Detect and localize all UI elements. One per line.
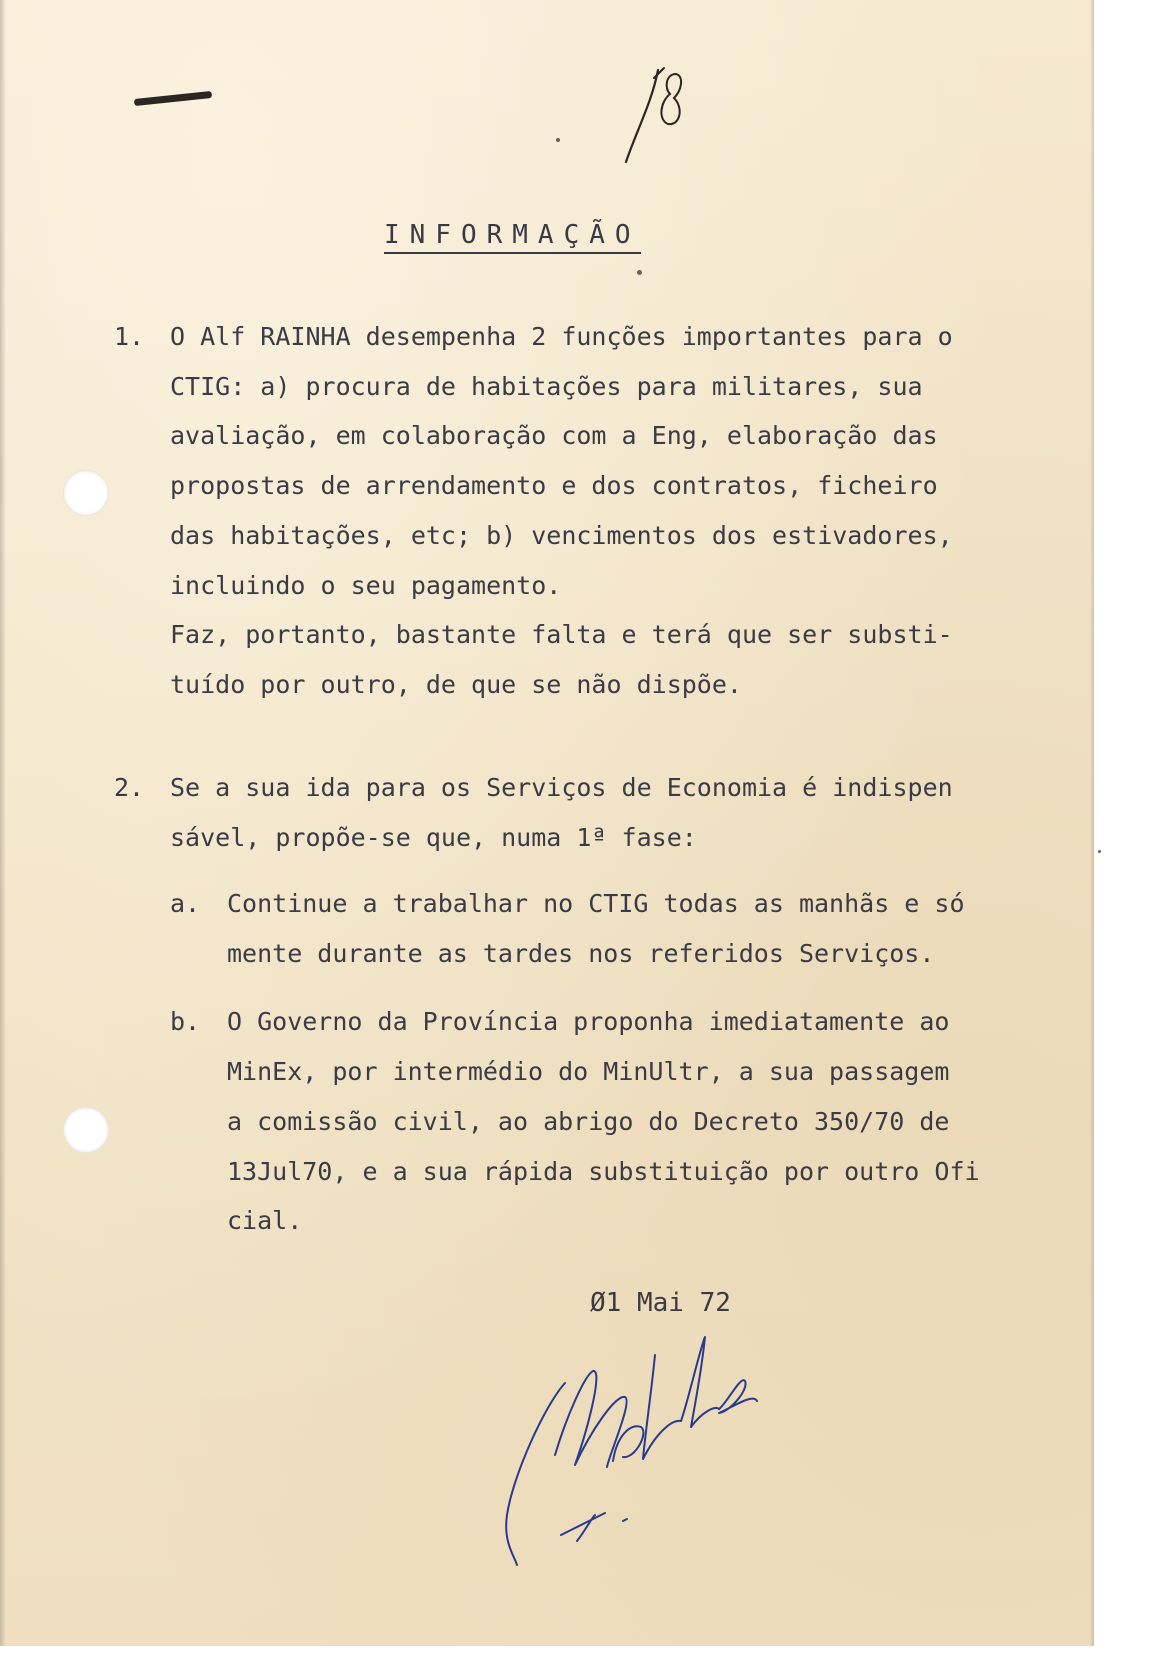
item-line: 13Jul70, e a sua rápida substituição por outro Ofi	[227, 1157, 980, 1186]
page-edge-shadow	[0, 0, 6, 1660]
paragraph-number: 2.	[114, 773, 145, 802]
item-line: cial.	[227, 1206, 303, 1235]
item-line: MinEx, por intermédio do MinUltr, a sua passagem	[227, 1057, 950, 1086]
paragraph-number: 1.	[114, 322, 145, 351]
paragraph-line: tuído por outro, de que se não dispõe.	[170, 670, 742, 699]
item-line: a comissão civil, ao abrigo do Decreto 350/70 de	[227, 1107, 950, 1136]
paragraph-line: O Alf RAINHA desempenha 2 funções importantes para o	[170, 322, 953, 351]
paragraph-line: Faz, portanto, bastante falta e terá que ser substi-	[170, 620, 953, 649]
paragraph-line: Se a sua ida para os Serviços de Economia é indispen	[170, 773, 953, 802]
document-date: Ø1 Mai 72	[590, 1288, 731, 1318]
ink-speck	[637, 270, 642, 275]
punch-hole-bottom	[63, 1107, 109, 1153]
paragraph-line: incluindo o seu pagamento.	[170, 571, 562, 600]
paragraph-line: propostas de arrendamento e dos contratos, ficheiro	[170, 471, 938, 500]
punch-hole-top	[63, 470, 109, 516]
ink-speck	[1098, 850, 1101, 853]
handwritten-signature	[505, 1335, 805, 1595]
item-line: mente durante as tardes nos referidos Serviços.	[227, 939, 935, 968]
paragraph-line: sável, propõe-se que, numa 1ª fase:	[170, 823, 697, 852]
paragraph-line: CTIG: a) procura de habitações para militares, sua	[170, 372, 923, 401]
item-line: O Governo da Província proponha imediatamente ao	[227, 1007, 950, 1036]
pen-mark	[134, 91, 212, 106]
paragraph-line: das habitações, etc; b) vencimentos dos estivadores,	[170, 521, 953, 550]
paragraph-line: avaliação, em colaboração com a Eng, elaboração das	[170, 421, 938, 450]
item-letter: a.	[170, 889, 201, 918]
handwritten-page-number	[614, 62, 724, 172]
item-line: Continue a trabalhar no CTIG todas as manhãs e só	[227, 889, 965, 918]
document-title: INFORMAÇÃO	[384, 220, 641, 254]
scan-margin-bottom	[0, 1646, 1152, 1660]
scan-margin-right	[1094, 0, 1152, 1660]
ink-speck	[556, 138, 560, 142]
item-letter: b.	[170, 1007, 201, 1036]
